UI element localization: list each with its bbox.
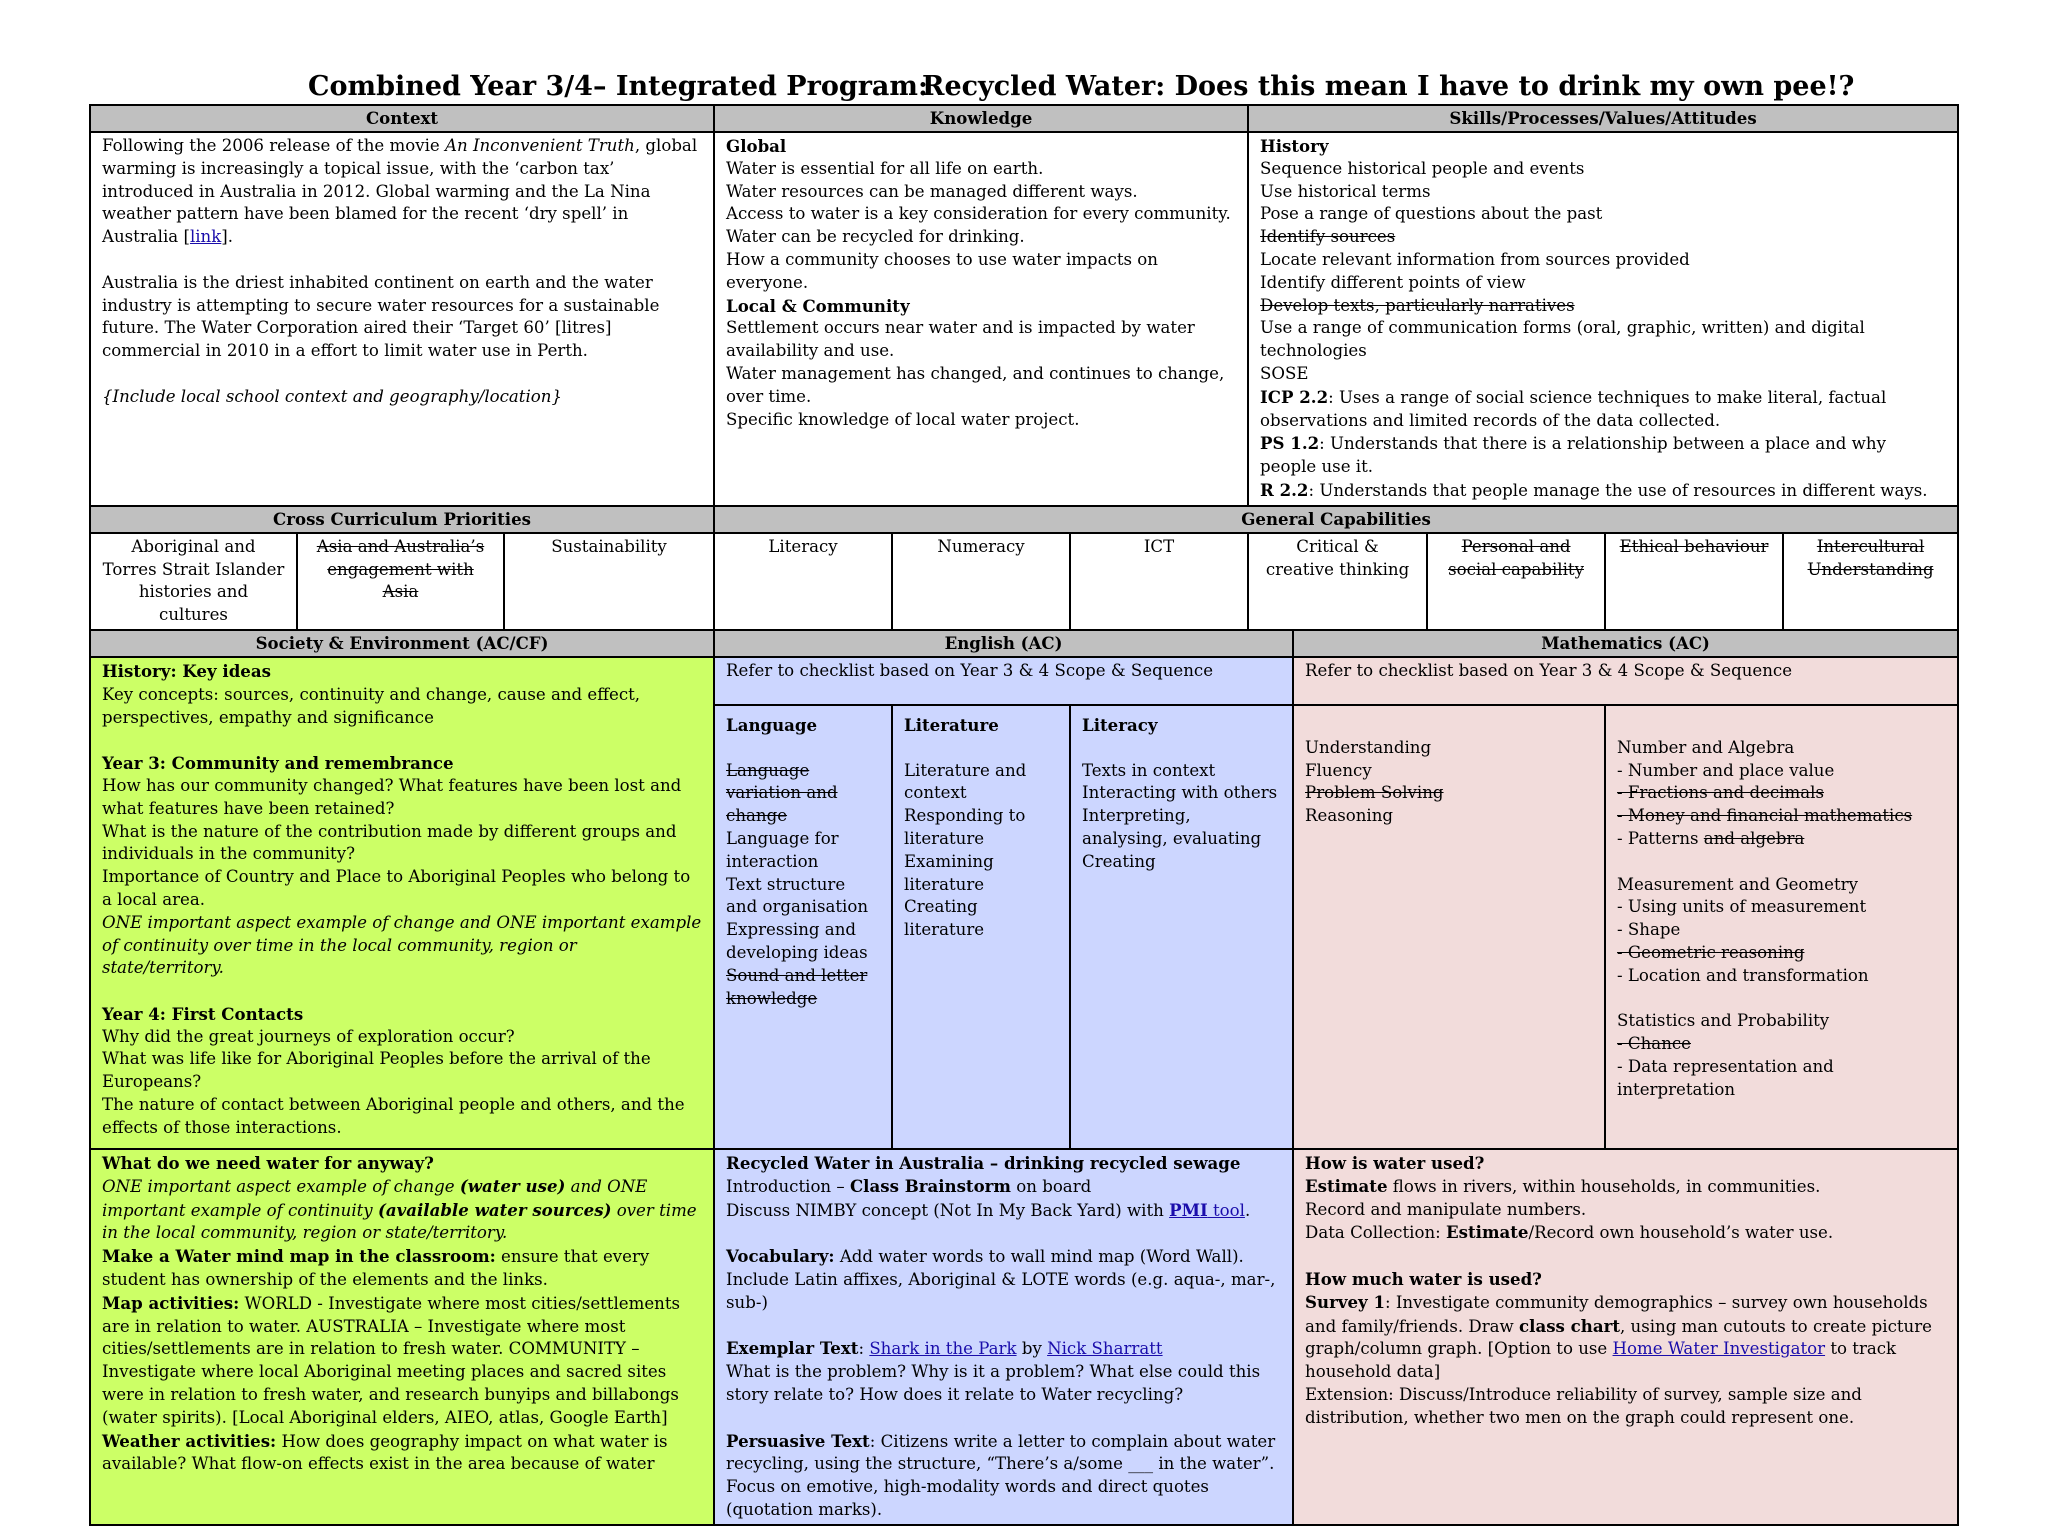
english-activity-nimby: Discuss NIMBY concept (Not In My Back Yard) with PMI tool. (726, 1199, 1251, 1220)
skills-outcome-ps: PS 1.2: Understands that there is a relationship between a place and why people use it. (1260, 433, 1886, 477)
skills-history-item: Develop texts, particularly narratives (1260, 295, 1575, 315)
literature-heading: Literature (904, 714, 999, 735)
literature-item: Literature and context (904, 760, 1027, 803)
knowledge-local-item: Settlement occurs near water and is impacted by water availability and use. (726, 318, 1195, 361)
program-plan-table (89, 104, 1959, 1526)
skills-sose-heading: SOSE (1260, 363, 1309, 383)
language-heading: Language (726, 714, 818, 735)
gc-literacy: Literacy (714, 533, 892, 630)
sose-year3-item: How has our community changed? What features have been lost and what features have been retained? (102, 775, 682, 818)
knowledge-header: Knowledge (714, 105, 1248, 132)
context-paragraph-2: Australia is the driest inhabited continent on earth and the water industry is attempting to secure water resources for a sustainable future. The Water Corporation aired their ‘Target 60’ [litres] commercial in 2010 in a effort to limit water use in Perth. (102, 272, 660, 361)
sose-year4-item: The nature of contact between Aboriginal people and others, and the effects of those interactions. (102, 1095, 685, 1137)
english-activity-vocabulary: Vocabulary: Add water words to wall mind map (Word Wall). Include Latin affixes, Aboriginal & LOTE words (e.g. aqua-, mar-, sub-) (726, 1246, 1276, 1312)
sose-year3-note: ONE important aspect example of change and ONE important example of continuity over time in the local community, region or state/territory. (102, 912, 702, 978)
movie-title: An Inconvenient Truth (445, 136, 635, 155)
language-item: Text structure and organisation (726, 874, 869, 917)
sose-activity-map: Map activities: WORLD - Investigate where most cities/settlements are in relation to water. AUSTRALIA – Investigate where most cities/settlements are in relation to fresh water. COMMUNITY – Investigate where local Aboriginal meeting places and sacred sites were in relation to fresh water, and research bunyips and billabongs (water spirits). [Local Aboriginal elders, AIEO, atlas, Google Earth] (102, 1292, 681, 1427)
skills-history-item: Use historical terms (1260, 181, 1431, 201)
knowledge-global-item: Water resources can be managed different ways. (726, 181, 1138, 201)
sose-year3-heading: Year 3: Community and remembrance (102, 753, 454, 774)
context-link[interactable]: link (189, 227, 222, 247)
mg-item: - Shape (1617, 920, 1681, 940)
proficiency-item: Fluency (1305, 760, 1372, 780)
context-paragraph-1: Following the 2006 release of the movie An Inconvenient Truth, global warming is increasingly a topical issue, with the ‘carbon tax’ introduced in Australia in 2012. Global warming and the La Nina weather pattern have been blamed for the recent ‘dry spell’ in Australia [link]. (102, 136, 698, 247)
gc-intercultural: Intercultural Understanding (1783, 533, 1958, 630)
ccp-sustainability: Sustainability (504, 533, 714, 630)
context-cell (90, 132, 714, 506)
gc-ict: ICT (1070, 533, 1248, 630)
gc-ethical: Ethical behaviour (1605, 533, 1783, 630)
literature-item: Examining literature (904, 851, 994, 894)
na-heading: Number and Algebra (1617, 737, 1795, 757)
ccp-header: Cross Curriculum Priorities (90, 506, 714, 533)
mg-item: - Using units of measurement (1617, 897, 1867, 917)
gc-header: General Capabilities (714, 506, 1958, 533)
english-literacy-strand (1070, 705, 1293, 1149)
language-item: Language variation and change (726, 760, 838, 826)
maths-checklist: Refer to checklist based on Year 3 & 4 Scope & Sequence (1293, 657, 1958, 705)
english-literature-strand (892, 705, 1070, 1149)
english-activity-intro: Introduction – Class Brainstorm on board (726, 1175, 1092, 1196)
gc-critical-creative: Critical & creative thinking (1248, 533, 1427, 630)
ccp-aboriginal: Aboriginal and Torres Strait Islander histories and cultures (90, 533, 297, 630)
maths-content-strands (1605, 705, 1958, 1149)
sose-activity-question: What do we need water for anyway? (102, 1152, 434, 1173)
literature-item: Responding to literature (904, 806, 1026, 848)
knowledge-global-item: Access to water is a key consideration for every community. (726, 204, 1231, 224)
mg-heading: Measurement and Geometry (1617, 874, 1858, 894)
knowledge-local-item: Specific knowledge of local water project. (726, 409, 1080, 429)
exemplar-book-link[interactable]: Shark in the Park (869, 1339, 1017, 1359)
na-item-patterns: - Patterns and algebra (1617, 828, 1805, 848)
literacy-heading: Literacy (1082, 714, 1158, 735)
title-topic: Recycled Water: Does this mean I have to drink my own pee!? (922, 71, 1855, 102)
knowledge-global-item: Water can be recycled for drinking. (726, 227, 1025, 247)
maths-activity-question-1: How is water used? (1305, 1152, 1485, 1173)
sose-year4-item: What was life like for Aboriginal Peoples before the arrival of the Europeans? (102, 1049, 651, 1092)
maths-activity-extension: Extension: Discuss/Introduce reliability of survey, sample size and distribution, whether two men on the graph could represent one. (1305, 1384, 1862, 1427)
sose-year4-item: Why did the great journeys of exploration occur? (102, 1026, 515, 1046)
mg-item: - Location and transformation (1617, 965, 1869, 985)
ccp-asia: Asia and Australia’s engagement with Asia (297, 533, 504, 630)
sp-heading: Statistics and Probability (1617, 1011, 1830, 1031)
english-activities-cell (714, 1149, 1293, 1525)
proficiency-item: Problem Solving (1305, 783, 1444, 803)
home-water-investigator-link[interactable]: Home Water Investigator (1612, 1339, 1826, 1359)
gc-personal-social: Personal and social capability (1427, 533, 1605, 630)
english-header: English (AC) (714, 630, 1293, 657)
sose-year3-item: What is the nature of the contribution made by different groups and individuals in the community? (102, 821, 677, 864)
sose-activity-mindmap: Make a Water mind map in the classroom: ensure that every student has ownership of the elements and the links. (102, 1246, 650, 1289)
exemplar-author-link[interactable]: Nick Sharratt (1047, 1339, 1163, 1359)
english-language-strand (714, 705, 892, 1149)
literacy-item: Creating (1082, 851, 1156, 871)
page-title (0, 68, 2048, 108)
maths-proficiencies (1293, 705, 1605, 1149)
skills-history-item: Identify different points of view (1260, 272, 1526, 292)
sose-year4-heading: Year 4: First Contacts (102, 1003, 304, 1024)
sose-activities-cell (90, 1149, 714, 1525)
sose-header: Society & Environment (AC/CF) (90, 630, 714, 657)
maths-activities-cell (1293, 1149, 1958, 1525)
literacy-item: Interpreting, analysing, evaluating (1082, 806, 1262, 848)
skills-history-item: Locate relevant information from sources provided (1260, 249, 1690, 269)
language-item: Language for interaction (726, 828, 839, 871)
skills-history-heading: History (1260, 136, 1329, 156)
knowledge-cell (714, 132, 1248, 506)
skills-cell (1248, 132, 1958, 506)
english-activity-exemplar: Exemplar Text: Shark in the Park by Nick Sharratt (726, 1338, 1163, 1359)
proficiency-item: Understanding (1305, 737, 1432, 757)
language-item: Sound and letter knowledge (726, 965, 868, 1008)
gc-numeracy: Numeracy (892, 533, 1070, 630)
english-activity-exemplar-questions: What is the problem? Why is it a problem? What else could this story relate to? How does it relate to Water recycling? (726, 1362, 1261, 1404)
skills-history-item: Use a range of communication forms (oral, graphic, written) and digital technologies (1260, 318, 1865, 361)
na-item: - Fractions and decimals (1617, 783, 1824, 803)
skills-outcome-icp: ICP 2.2: Uses a range of social science techniques to make literal, factual observations and limited records of the data collected. (1260, 386, 1887, 430)
literacy-item: Texts in context (1082, 760, 1216, 780)
knowledge-local-heading: Local & Community (726, 295, 910, 316)
title-program: Combined Year 3/4– Integrated Program: (308, 71, 928, 102)
skills-history-item: Sequence historical people and events (1260, 158, 1585, 178)
sose-activity-weather: Weather activities: How does geography impact on what water is available? What flow-on effects exist in the area because of water (102, 1430, 668, 1474)
maths-activity-question-2: How much water is used? (1305, 1268, 1542, 1289)
na-item: - Money and financial mathematics (1617, 806, 1913, 826)
context-paragraph-3: {Include local school context and geography/location} (102, 386, 563, 406)
english-activity-heading: Recycled Water in Australia – drinking recycled sewage (726, 1152, 1241, 1173)
skills-history-item: Pose a range of questions about the past (1260, 204, 1603, 224)
knowledge-local-item: Water management has changed, and continues to change, over time. (726, 363, 1225, 406)
literature-item: Creating literature (904, 897, 985, 940)
knowledge-global-item: How a community chooses to use water impacts on everyone. (726, 249, 1158, 292)
maths-activity-record: Record and manipulate numbers. (1305, 1199, 1587, 1219)
sose-key-ideas-cell (90, 657, 714, 1149)
maths-header: Mathematics (AC) (1293, 630, 1958, 657)
skills-history-item: Identify sources (1260, 227, 1396, 247)
context-header: Context (90, 105, 714, 132)
knowledge-global-heading: Global (726, 136, 787, 156)
maths-activity-data-collection: Data Collection: Estimate/Record own household’s water use. (1305, 1222, 1834, 1243)
skills-header: Skills/Processes/Values/Attitudes (1248, 105, 1958, 132)
na-item: - Number and place value (1617, 760, 1835, 780)
knowledge-global-item: Water is essential for all life on earth. (726, 158, 1044, 178)
sp-item: - Data representation and interpretation (1617, 1056, 1834, 1099)
sose-history-label: History: Key ideas (102, 660, 271, 681)
english-checklist: Refer to checklist based on Year 3 & 4 Scope & Sequence (714, 657, 1293, 705)
pmi-tool-link[interactable]: PMI tool (1169, 1199, 1245, 1220)
language-item: Expressing and developing ideas (726, 920, 868, 962)
mg-item: - Geometric reasoning (1617, 942, 1805, 962)
sose-key-concepts: Key concepts: sources, continuity and change, cause and effect, perspectives, empathy and significance (102, 684, 641, 727)
literacy-item: Interacting with others (1082, 783, 1278, 803)
sp-item: - Chance (1617, 1034, 1691, 1054)
maths-activity-estimate: Estimate flows in rivers, within households, in communities. (1305, 1175, 1821, 1196)
english-activity-persuasive: Persuasive Text: Citizens write a letter to complain about water recycling, using the structure, “There’s a/some ___ in the water”. Focus on emotive, high-modality words and direct quotes (quotation marks). (726, 1430, 1276, 1519)
proficiency-item: Reasoning (1305, 806, 1394, 826)
maths-activity-survey: Survey 1: Investigate community demographics – survey own households and family/friends. Draw class chart, using man cutouts to create picture graph/column graph. [Option to use Home Water Investigator to track household data] (1305, 1291, 1932, 1382)
skills-outcome-r: R 2.2: Understands that people manage the use of resources in different ways. (1260, 479, 1928, 500)
sose-year3-item: Importance of Country and Place to Aboriginal Peoples who belong to a local area. (102, 867, 691, 909)
sose-activity-note: ONE important aspect example of change (water use) and ONE important example of continuity (available water sources) over time in the local community, region or state/territory. (102, 1175, 697, 1243)
